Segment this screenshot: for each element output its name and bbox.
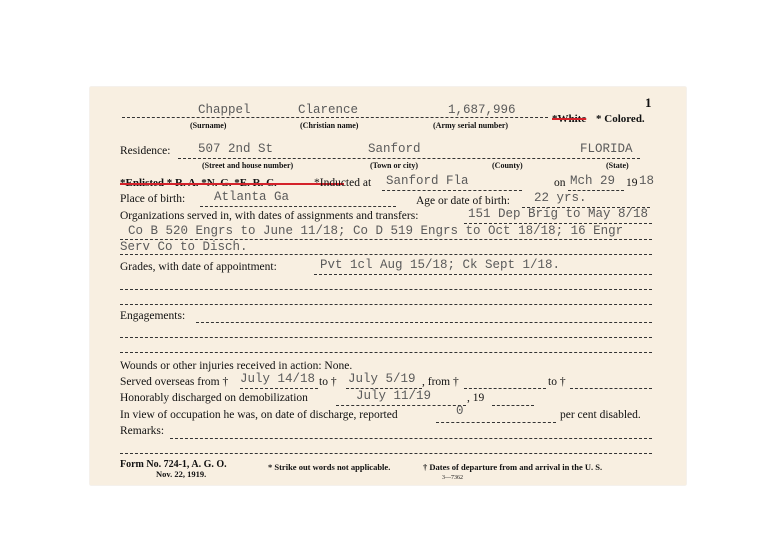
service-record-card	[90, 87, 686, 485]
inducted-place: Sanford Fla	[386, 174, 469, 188]
grades-line-1	[314, 274, 652, 275]
residence-line	[178, 158, 640, 159]
organizations-line-3	[120, 254, 652, 255]
strike-note: * Strike out words not applicable.	[268, 462, 391, 472]
surname-label: (Surname)	[190, 121, 227, 130]
wounds-text: Wounds or other injuries received in action: None.	[120, 360, 353, 372]
grades-line-3	[120, 304, 652, 305]
inducted-place-line	[382, 190, 522, 191]
discharge-date: July 11/19	[356, 389, 432, 403]
disability-label: In view of occupation he was, on date of discharge, reported	[120, 409, 398, 421]
engagements-line-1	[196, 322, 652, 323]
disability-line	[436, 422, 556, 423]
grades-value: Pvt 1cl Aug 15/18; Ck Sept 1/18.	[320, 258, 561, 272]
grades-label: Grades, with date of appointment:	[120, 261, 277, 273]
inducted-year-prefix: 19	[626, 177, 638, 189]
inducted-year: 18	[639, 174, 655, 188]
overseas-from-line	[240, 388, 318, 389]
surname-value: Chappel	[198, 103, 251, 117]
organizations-text-2: Co B 520 Engrs to June 11/18; Co D 519 Engrs to Oct 18/18; 16 Engr	[128, 224, 624, 238]
enlistment-strike-mark	[120, 183, 344, 185]
place-of-birth-line	[200, 206, 396, 207]
county-label: (County)	[492, 161, 523, 170]
residence-town: Sanford	[368, 142, 421, 156]
state-label: (State)	[606, 161, 629, 170]
engagements-label: Engagements:	[120, 310, 186, 322]
place-of-birth: Atlanta Ga	[214, 190, 290, 204]
overseas-to2-label: to †	[548, 376, 566, 388]
disability-value: 0	[456, 404, 464, 418]
discharge-year-line	[492, 405, 534, 406]
residence-state: FLORIDA	[580, 142, 633, 156]
race-colored: * Colored.	[596, 113, 645, 125]
discharge-label: Honorably discharged on demobilization	[120, 392, 308, 404]
form-date: Nov. 22, 1919.	[156, 469, 207, 479]
overseas-to-date: July 5/19	[348, 372, 416, 386]
remarks-line-2	[120, 453, 652, 454]
dates-note: † Dates of departure from and arrival in the U. S.	[423, 462, 603, 472]
engagements-line-3	[120, 352, 652, 353]
card-number: 1	[645, 95, 652, 110]
discharge-date-line	[336, 405, 466, 406]
overseas-to2-line	[570, 388, 652, 389]
overseas-from2-label: , from †	[422, 376, 459, 388]
overseas-from2-line	[464, 388, 546, 389]
serial-number-label: (Army serial number)	[433, 121, 509, 130]
remarks-label: Remarks:	[120, 425, 165, 437]
grades-line-2	[120, 289, 652, 290]
place-of-birth-label: Place of birth:	[120, 193, 186, 205]
organizations-label: Organizations served in, with dates of assignments and transfers:	[120, 210, 419, 222]
inducted-label: *Inducted at	[314, 177, 372, 189]
form-number: Form No. 724-1, A. G. O.	[120, 459, 227, 470]
organizations-text-3: Serv Co to Disch.	[120, 240, 248, 254]
overseas-from-date: July 14/18	[240, 372, 316, 386]
organizations-text-1: 151 Dep Brig to May 8/18	[468, 207, 649, 221]
residence-label: Residence:	[120, 145, 171, 157]
town-label: (Town or city)	[370, 161, 418, 170]
residence-street: 507 2nd St	[198, 142, 274, 156]
disability-suffix: per cent disabled.	[560, 409, 641, 421]
overseas-label: Served overseas from †	[120, 376, 229, 388]
race-white-struck: *White	[552, 113, 587, 125]
christian-name-value: Clarence	[298, 103, 359, 117]
overseas-to-label: to †	[319, 376, 337, 388]
engagements-line-2	[120, 337, 652, 338]
name-line	[122, 117, 548, 118]
remarks-line-1	[170, 438, 652, 439]
street-label: (Street and house number)	[202, 161, 294, 170]
age-value: 22 yrs.	[534, 191, 587, 205]
christian-name-label: (Christian name)	[300, 121, 359, 130]
print-code: 3—7362	[442, 475, 463, 481]
serial-number-value: 1,687,996	[448, 103, 516, 117]
age-label: Age or date of birth:	[416, 195, 510, 207]
inducted-date: Mch 29	[570, 174, 616, 188]
discharge-year-sep: , 19	[467, 392, 485, 404]
inducted-on-label: on	[554, 177, 566, 189]
